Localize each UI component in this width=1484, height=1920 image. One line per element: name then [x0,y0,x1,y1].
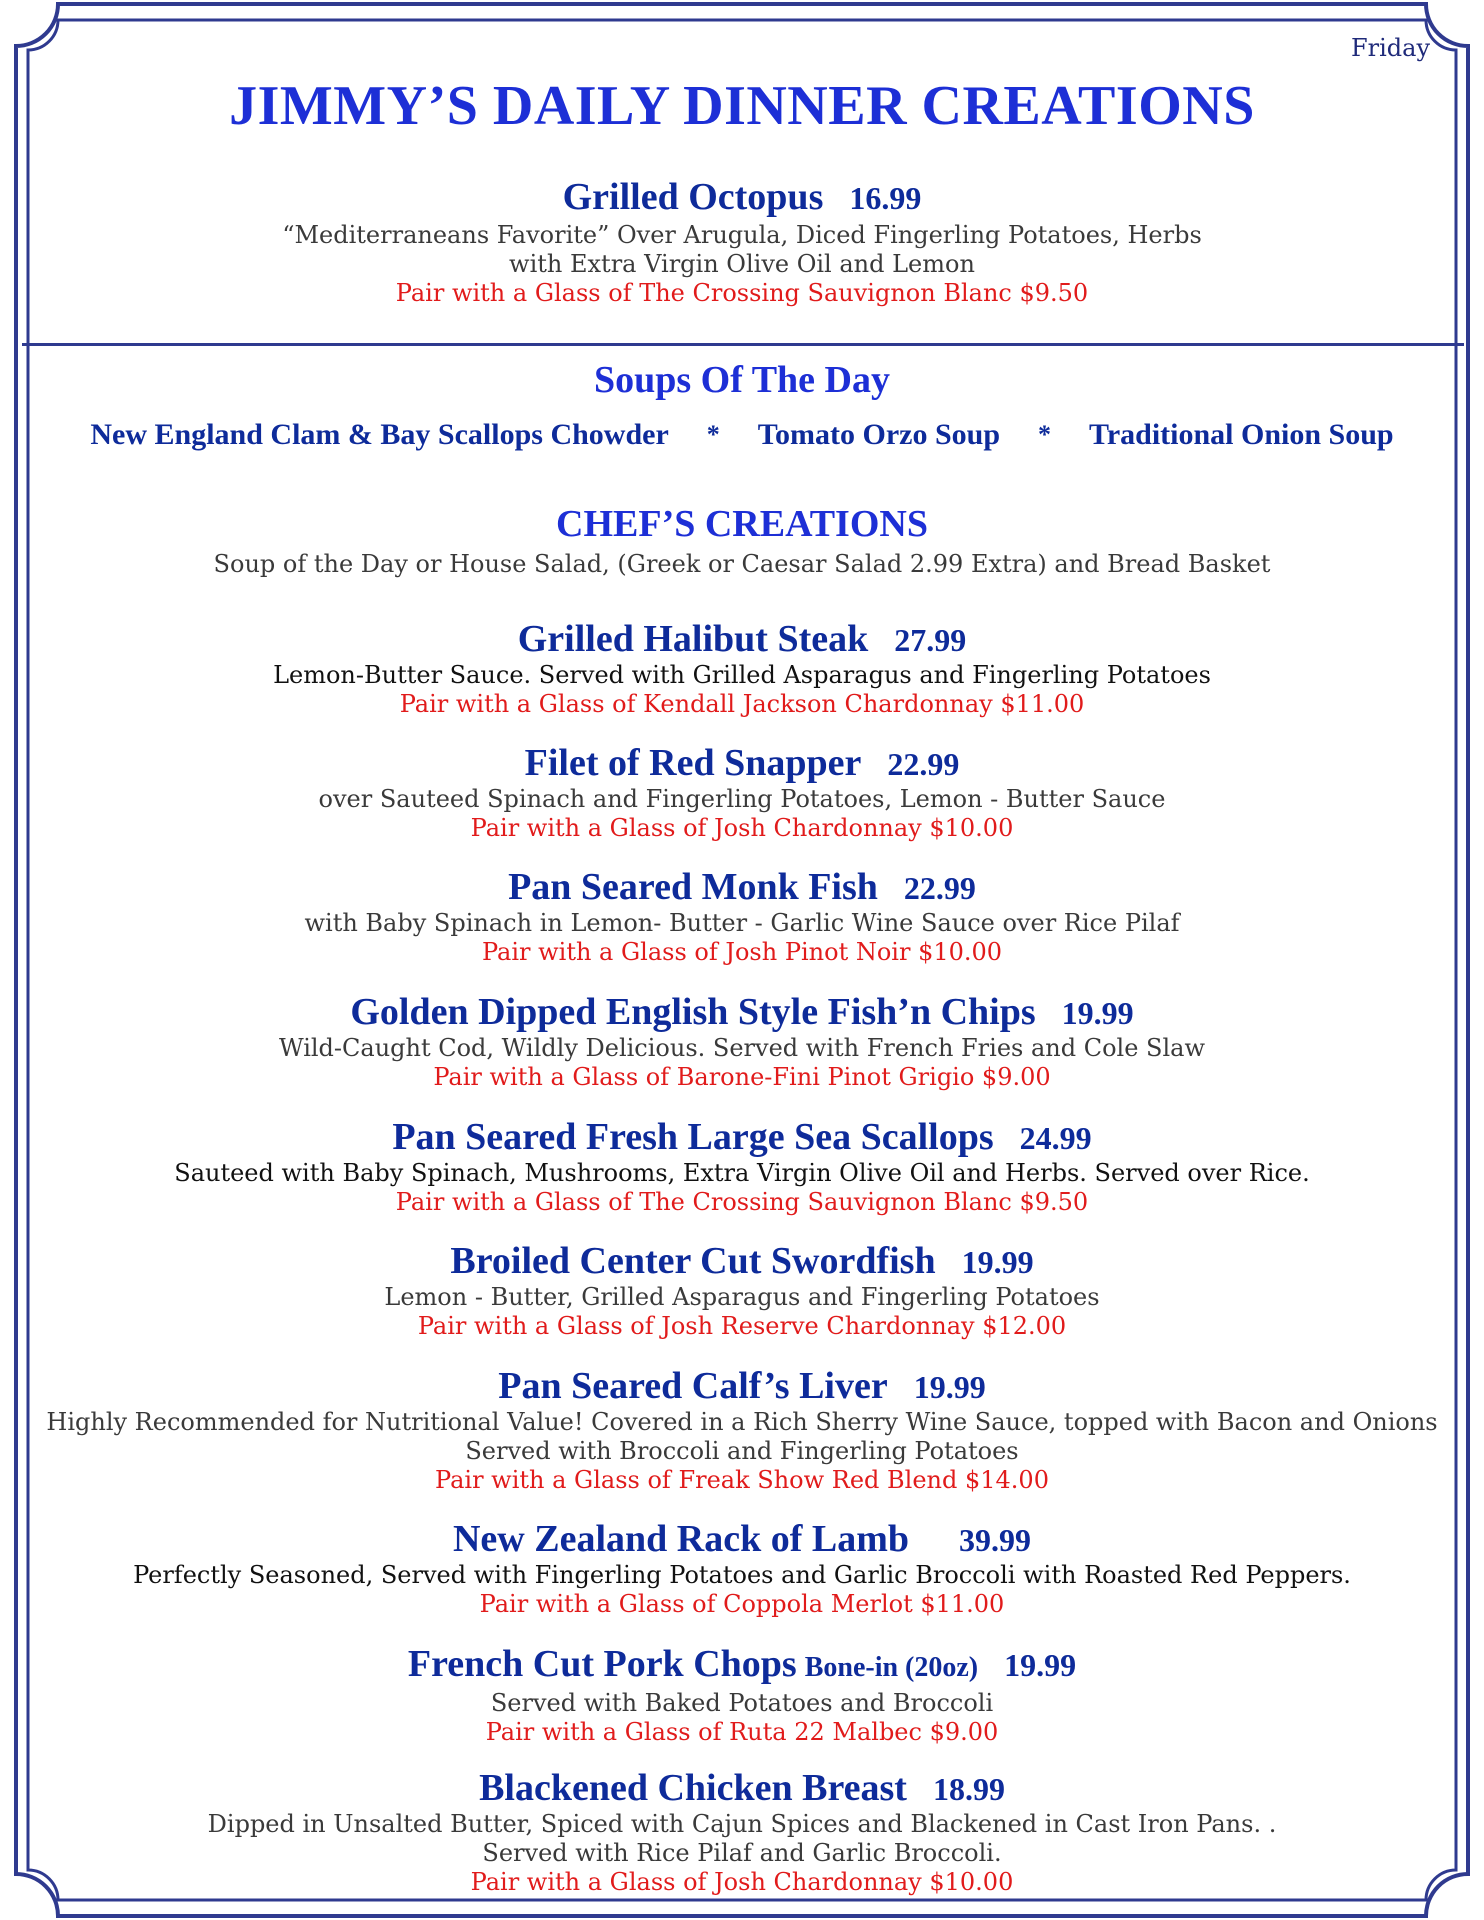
dish-price: 22.99 [887,746,960,782]
dish-description: with Baby Spinach in Lemon- Butter - Garlic Wine Sauce over Rice Pilaf [304,909,1180,937]
dish-name: Pan Seared Calf’s Liver [498,1365,888,1407]
dish-name: Filet of Red Snapper [524,742,862,784]
dish-description-2: with Extra Virgin Olive Oil and Lemon [509,250,975,278]
chefs-creations-heading [0,502,1484,579]
soup-separator: * [706,420,720,449]
wine-pairing: Pair with a Glass of Kendall Jackson Chardonnay $11.00 [399,690,1085,718]
dish-price: 19.99 [913,1369,986,1405]
wine-pairing: Pair with a Glass of The Crossing Sauvignon Blanc $9.50 [395,1188,1089,1216]
wine-pairing: Pair with a Glass of Freak Show Red Blend $14.00 [435,1466,1049,1494]
dish-description: Dipped in Unsalted Butter, Spiced with Cajun Spices and Blackened in Cast Iron Pans. . [207,1810,1277,1838]
dish-pork-chops [0,1643,1484,1747]
soups-title: Soups Of The Day [593,359,890,401]
dish-swordfish [0,1240,1484,1341]
wine-pairing: Pair with a Glass of Josh Pinot Noir $10.00 [481,938,1003,966]
dish-name: Pan Seared Fresh Large Sea Scallops [392,1116,994,1158]
soups-heading-block [0,358,1484,402]
dish-price: 27.99 [894,622,967,658]
dish-name: Blackened Chicken Breast [479,1767,907,1809]
dish-description: Lemon - Butter, Grilled Asparagus and Fingerling Potatoes [384,1283,1100,1311]
dish-description: Lemon-Butter Sauce. Served with Grilled Asparagus and Fingerling Potatoes [273,661,1211,689]
wine-pairing: Pair with a Glass of The Crossing Sauvignon Blanc $9.50 [395,279,1089,307]
dish-price: 19.99 [961,1244,1034,1280]
dish-description: Sauteed with Baby Spinach, Mushrooms, Extra Virgin Olive Oil and Herbs. Served over Rice. [174,1159,1310,1187]
wine-pairing: Pair with a Glass of Coppola Merlot $11.00 [479,1590,1005,1618]
dish-subtitle: Bone-in (20oz) [804,1652,979,1683]
chefs-subtitle: Soup of the Day or House Salad, (Greek or Caesar Salad 2.99 Extra) and Bread Basket [213,550,1271,578]
soup-item: Traditional Onion Soup [1089,418,1394,451]
dish-description: over Sauteed Spinach and Fingerling Potatoes, Lemon - Butter Sauce [318,785,1166,813]
featured-dish [0,176,1484,308]
dish-description-2: Served with Broccoli and Fingerling Potatoes [465,1437,1019,1465]
dish-name: Pan Seared Monk Fish [508,866,878,908]
dish-description: Perfectly Seasoned, Served with Fingerling Potatoes and Garlic Broccoli with Roasted Red Peppers. [133,1561,1351,1589]
dish-name: New Zealand Rack of Lamb [452,1518,910,1560]
dish-name: Grilled Halibut Steak [517,618,869,660]
dish-blackened-chicken [0,1767,1484,1897]
soup-item: New England Clam & Bay Scallops Chowder [90,418,669,451]
dish-calfs-liver [0,1365,1484,1495]
dish-price: 18.99 [932,1771,1005,1807]
chefs-title: CHEF’S CREATIONS [556,503,928,545]
wine-pairing: Pair with a Glass of Ruta 22 Malbec $9.00 [485,1718,999,1746]
dish-name: Grilled Octopus [562,176,824,218]
dish-price: 39.99 [959,1522,1032,1558]
dish-price: 16.99 [849,180,922,216]
soup-item: Tomato Orzo Soup [757,418,1001,451]
dish-name: Golden Dipped English Style Fish’n Chips [350,991,1036,1033]
dish-fish-n-chips [0,991,1484,1092]
dish-description: Highly Recommended for Nutritional Value! Covered in a Rich Sherry Wine Sauce, topped with Bacon and Onions [46,1408,1438,1436]
dish-description: Wild-Caught Cod, Wildly Delicious. Served with French Fries and Cole Slaw [278,1034,1206,1062]
dish-description-2: Served with Rice Pilaf and Garlic Broccoli. [482,1839,1002,1867]
dish-rack-of-lamb [0,1518,1484,1619]
menu-title: JIMMY’S DAILY DINNER CREATIONS [229,75,1255,137]
dish-price: 19.99 [1004,1647,1077,1683]
dish-name: Broiled Center Cut Swordfish [450,1240,936,1282]
wine-pairing: Pair with a Glass of Josh Chardonnay $10.00 [470,1868,1014,1896]
soup-separator: * [1038,420,1052,449]
section-divider [22,343,1464,346]
wine-pairing: Pair with a Glass of Josh Reserve Chardonnay $12.00 [417,1312,1067,1340]
wine-pairing: Pair with a Glass of Barone-Fini Pinot Grigio $9.00 [433,1063,1051,1091]
dish-price: 19.99 [1061,995,1134,1031]
soups-list [0,418,1484,452]
dish-red-snapper [0,742,1484,843]
dish-halibut [0,618,1484,719]
wine-pairing: Pair with a Glass of Josh Chardonnay $10.00 [470,814,1014,842]
day-label: Friday [1350,34,1430,62]
dish-price: 24.99 [1019,1120,1092,1156]
dish-monk-fish [0,866,1484,967]
dish-name: French Cut Pork Chops [407,1643,797,1685]
dish-sea-scallops [0,1116,1484,1217]
dish-description: “Mediterraneans Favorite” Over Arugula, Diced Fingerling Potatoes, Herbs [282,221,1202,249]
dish-price: 22.99 [903,870,976,906]
dish-description: Served with Baked Potatoes and Broccoli [490,1689,994,1717]
